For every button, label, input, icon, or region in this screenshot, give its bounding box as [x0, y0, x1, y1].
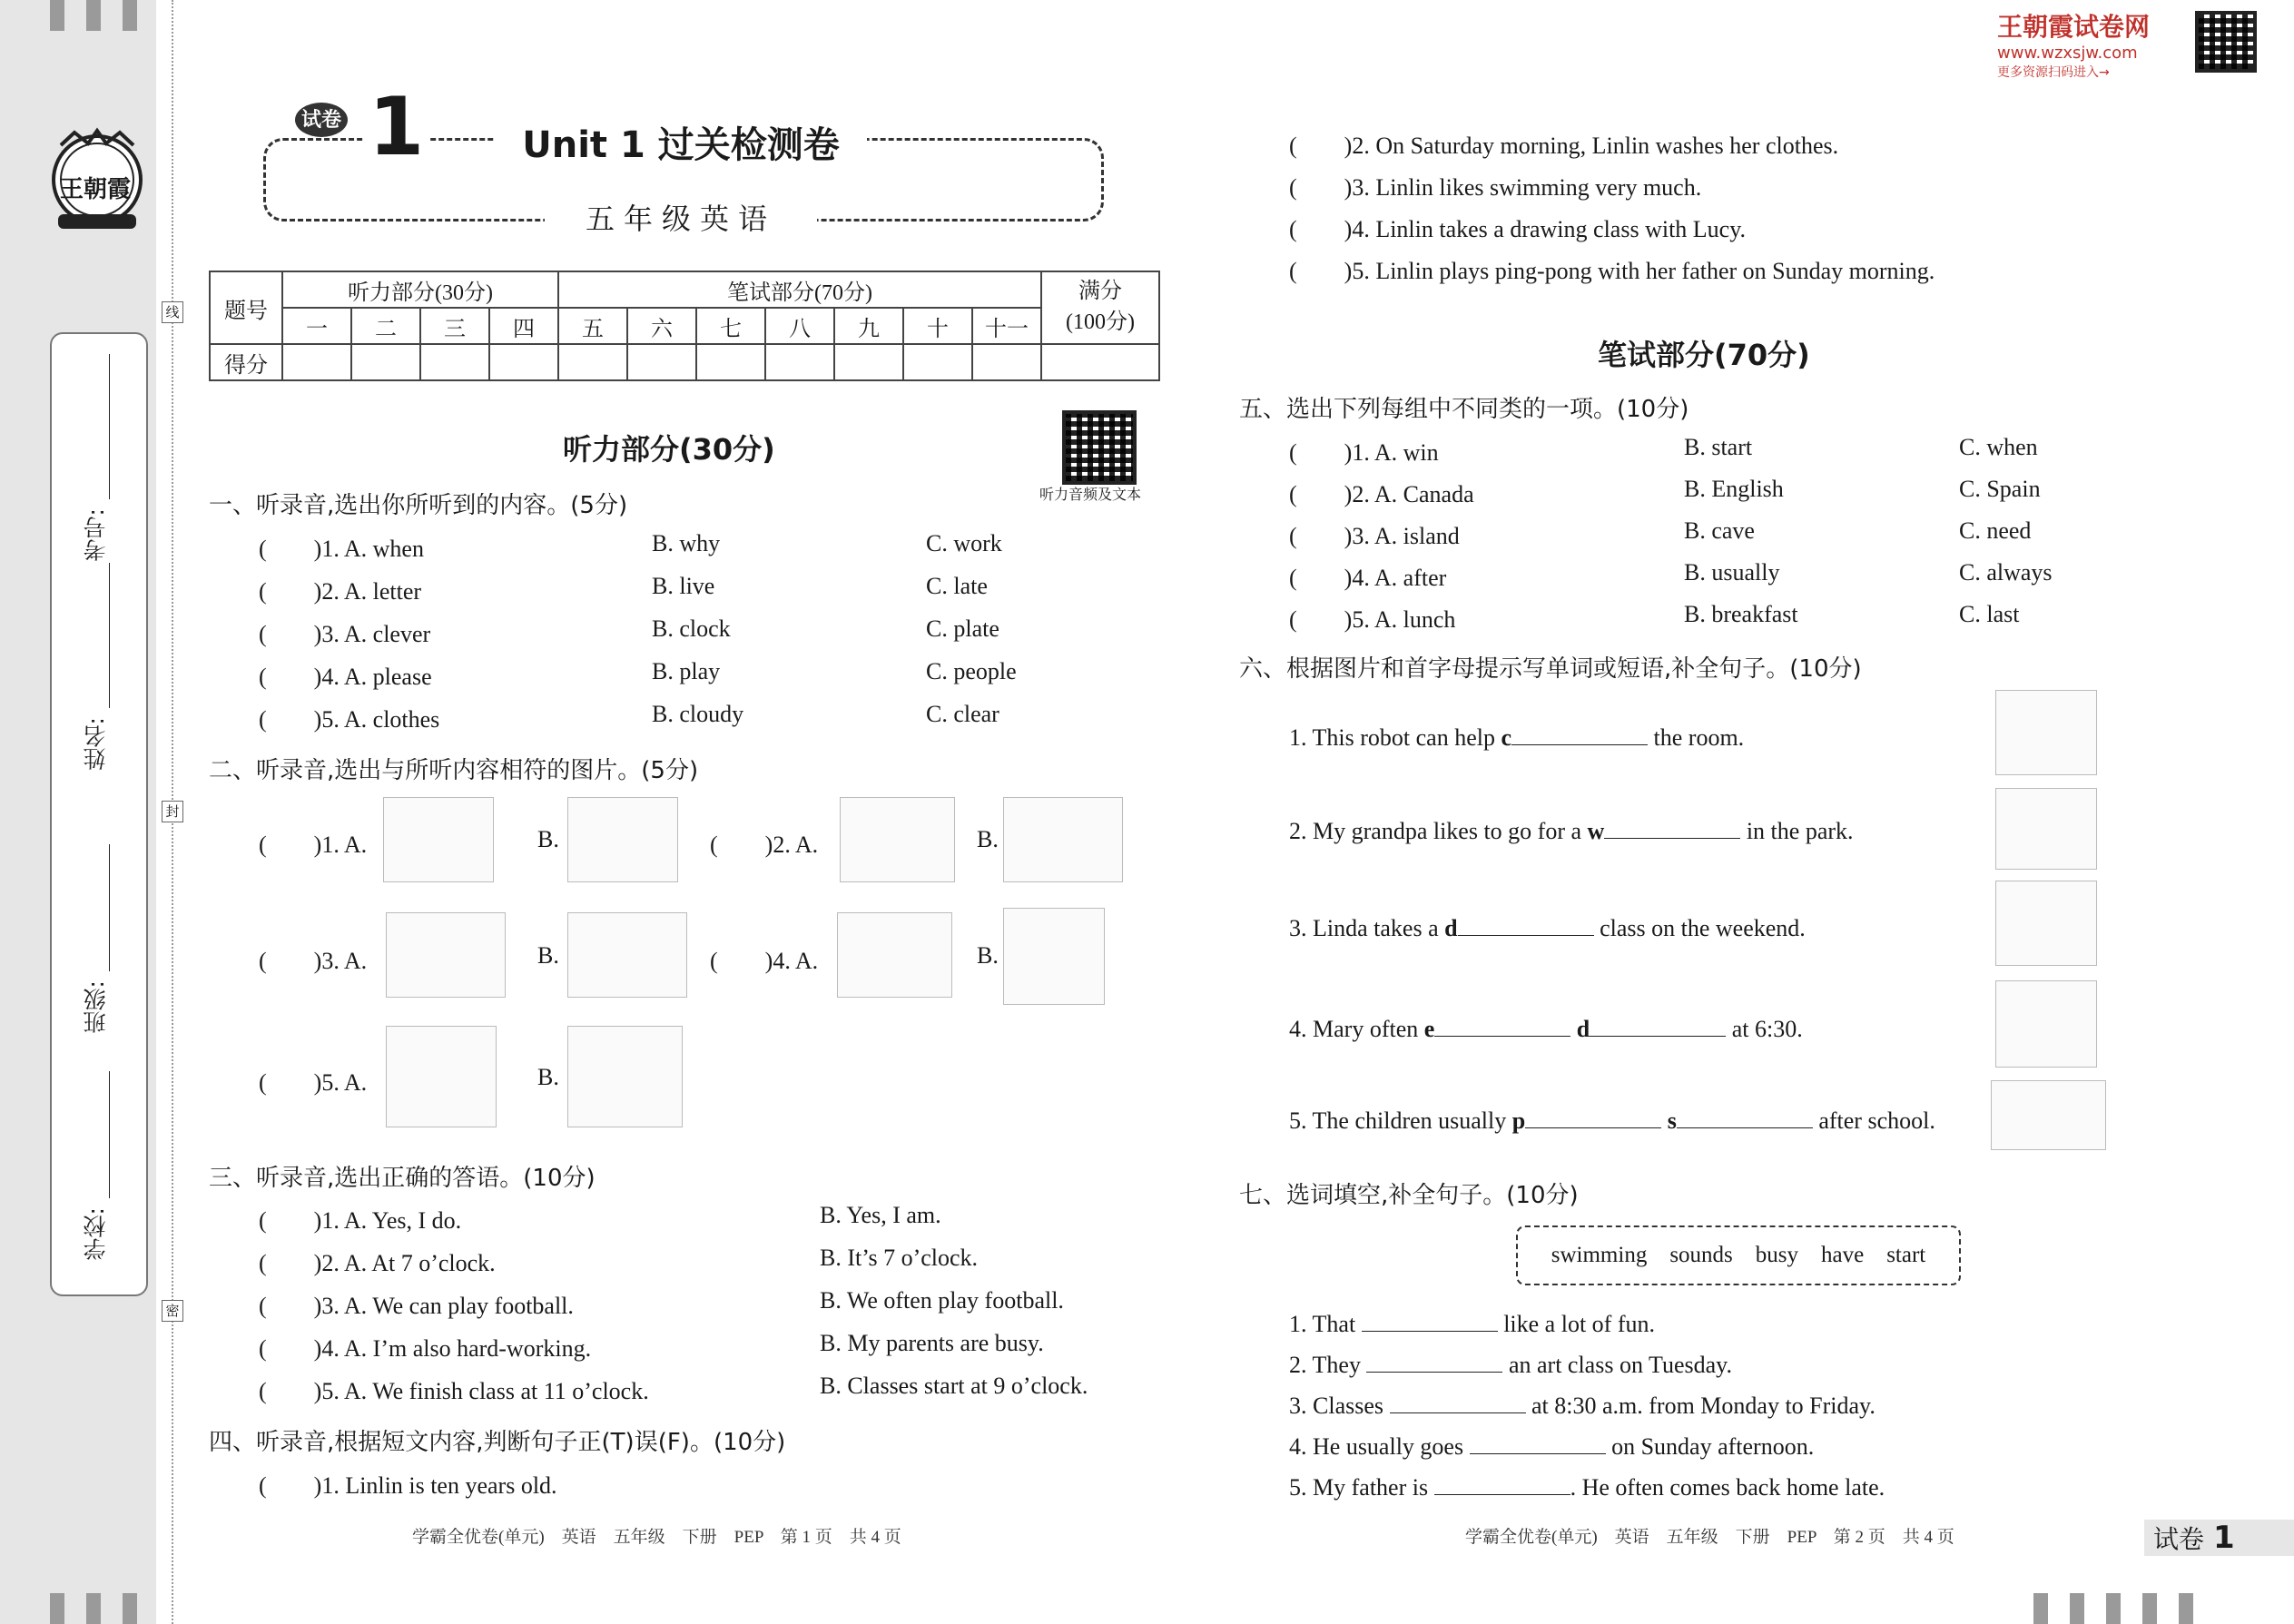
exam-number: 1 — [363, 87, 429, 167]
q7-sentence — [1289, 1389, 1876, 1420]
q1-item-c[interactable]: C. late — [926, 573, 988, 599]
q7-sentence — [1289, 1430, 1814, 1461]
hint-letter: e — [1423, 1016, 1435, 1042]
score-cell[interactable] — [489, 344, 558, 380]
answer-blank[interactable] — [1366, 1348, 1502, 1373]
picture-classroom[interactable] — [386, 912, 506, 998]
score-row-header: 得分 — [210, 344, 282, 380]
registration-mark — [2179, 1593, 2193, 1624]
class-field[interactable] — [109, 844, 110, 971]
page-title: Unit 1 过关检测卷 — [495, 116, 867, 168]
sentence-text: 5. My father is — [1289, 1474, 1434, 1501]
column-number: 五 — [558, 308, 627, 344]
q3-item-b[interactable]: B. My parents are busy. — [820, 1330, 1044, 1356]
q1-item-b[interactable]: B. why — [652, 530, 721, 556]
score-table — [209, 271, 1160, 381]
q7-title: 七、选词填空,补全句子。(10分) — [1239, 1182, 1579, 1209]
q2-item-b-label[interactable]: B. — [977, 826, 999, 852]
column-number: 八 — [765, 308, 834, 344]
writing-heading: 笔试部分(70分) — [1598, 338, 1810, 372]
sentence-text: after school. — [1812, 1107, 1935, 1134]
q4-item[interactable]: ( )5. Linlin plays ping-pong with her father on Sunday morning. — [1289, 258, 1935, 284]
q1-item-b[interactable]: B. play — [652, 658, 721, 684]
q5-item-b[interactable]: B. breakfast — [1684, 601, 1798, 627]
cut-mark: 线 — [162, 301, 183, 323]
total-label: 满分 — [1078, 280, 1122, 304]
q3-item-b[interactable]: B. Yes, I am. — [820, 1202, 941, 1228]
q5-item-c[interactable]: C. always — [1959, 559, 2053, 586]
q1-item-a[interactable]: ( )4. A. please — [259, 664, 432, 690]
column-number: 十一 — [972, 308, 1041, 344]
sentence-text: . He often comes back home late. — [1570, 1474, 1885, 1501]
score-cell[interactable] — [627, 344, 696, 380]
q1-title: 一、听录音,选出你所听到的内容。(5分) — [209, 492, 628, 519]
q6-sentence — [1289, 911, 1806, 942]
answer-blank[interactable] — [1362, 1307, 1498, 1332]
q7-sentence — [1289, 1307, 1655, 1338]
listening-qr-code[interactable] — [1062, 410, 1137, 485]
q3-item-b[interactable]: B. It’s 7 o’clock. — [820, 1245, 979, 1271]
picture-robot — [1995, 690, 2097, 775]
brand-tagline: 更多资源扫码进入→ — [1997, 65, 2110, 80]
q3-item-b[interactable]: B. We often play football. — [820, 1287, 1064, 1314]
sentence-text: at 8:30 a.m. from Monday to Friday. — [1531, 1393, 1876, 1419]
q2-item-a-label[interactable]: ( )5. A. — [259, 1069, 368, 1096]
column-number: 六 — [627, 308, 696, 344]
picture-ping-pong[interactable] — [567, 797, 678, 882]
picture-park-walk — [1995, 788, 2097, 870]
q2-item-b-label[interactable]: B. — [537, 826, 559, 852]
picture-shopping-cart[interactable] — [1003, 908, 1105, 1005]
q1-item-a[interactable]: ( )1. A. when — [259, 536, 424, 562]
q2-item-a-label[interactable]: ( )4. A. — [710, 948, 819, 974]
page-tag-number: 1 — [2213, 1520, 2235, 1556]
score-cell[interactable] — [903, 344, 972, 380]
answer-blank[interactable] — [1590, 1012, 1726, 1037]
answer-blank[interactable] — [1390, 1389, 1526, 1413]
sentence-text: the room. — [1648, 724, 1745, 751]
q5-item-b[interactable]: B. English — [1684, 476, 1784, 502]
q3-item-a[interactable]: ( )5. A. We finish class at 11 o’clock. — [259, 1378, 649, 1404]
registration-mark — [123, 1593, 137, 1624]
cut-mark: 密 — [162, 1300, 183, 1322]
answer-blank[interactable] — [1604, 814, 1740, 839]
hint-letter: d — [1576, 1016, 1590, 1042]
footer-right: 学霸全优卷(单元) 英语 五年级 下册 PEP 第 2 页 共 4 页 — [1465, 1528, 1954, 1547]
q2-item-a-label[interactable]: ( )1. A. — [259, 832, 368, 858]
sentence-text: 1. This robot can help — [1289, 724, 1501, 751]
q5-title: 五、选出下列每组中不同类的一项。(10分) — [1239, 396, 1689, 423]
score-cell[interactable] — [834, 344, 903, 380]
q5-item-b[interactable]: B. cave — [1684, 517, 1755, 544]
registration-mark — [50, 1593, 64, 1624]
sentence-text: 3. Classes — [1289, 1393, 1390, 1419]
q3-item-a[interactable]: ( )2. A. At 7 o’clock. — [259, 1250, 496, 1276]
q6-title: 六、根据图片和首字母提示写单词或短语,补全句子。(10分) — [1239, 655, 1862, 683]
q3-title: 三、听录音,选出正确的答语。(10分) — [209, 1165, 596, 1192]
registration-mark — [2106, 1593, 2121, 1624]
score-cell[interactable] — [282, 344, 351, 380]
q1-item-a[interactable]: ( )2. A. letter — [259, 578, 422, 605]
answer-blank[interactable] — [1470, 1430, 1606, 1454]
sentence-text: 5. The children usually — [1289, 1107, 1512, 1134]
q2-item-a-label[interactable]: ( )2. A. — [710, 832, 819, 858]
word-bank: swimming sounds busy have start — [1516, 1225, 1961, 1285]
picture-dancing — [1995, 881, 2097, 966]
q5-item-c[interactable]: C. Spain — [1959, 476, 2041, 502]
q1-item-b[interactable]: B. clock — [652, 615, 731, 642]
score-cell[interactable] — [1041, 344, 1159, 380]
page-subtitle: 五年级英语 — [545, 196, 817, 238]
brand-qr-code[interactable] — [2195, 11, 2257, 73]
q5-item-a[interactable]: ( )1. A. win — [1289, 439, 1439, 466]
q3-item-a[interactable]: ( )1. A. Yes, I do. — [259, 1207, 462, 1234]
school-field[interactable] — [109, 1071, 110, 1198]
q5-item-b[interactable]: B. usually — [1684, 559, 1780, 586]
picture-students-lineup[interactable] — [567, 912, 687, 998]
hint-letter: w — [1587, 818, 1605, 844]
footer-left: 学霸全优卷(单元) 英语 五年级 下册 PEP 第 1 页 共 4 页 — [412, 1528, 901, 1547]
total-score: (100分) — [1066, 310, 1135, 334]
q5-item-c[interactable]: C. need — [1959, 517, 2032, 544]
registration-mark — [86, 1593, 101, 1624]
score-cell[interactable] — [972, 344, 1041, 380]
column-number: 三 — [420, 308, 489, 344]
answer-blank[interactable] — [1677, 1104, 1813, 1128]
page-tag — [2144, 1520, 2294, 1556]
hint-letter: d — [1444, 915, 1458, 941]
answer-blank[interactable] — [1511, 721, 1648, 745]
sentence-text: 2. They — [1289, 1352, 1367, 1378]
listening-header: 听力部分(30分) — [282, 271, 558, 308]
column-number: 七 — [696, 308, 765, 344]
q3-item-b[interactable]: B. Classes start at 9 o’clock. — [820, 1373, 1088, 1399]
binding-strip — [0, 0, 156, 1624]
q1-item-a[interactable]: ( )5. A. clothes — [259, 706, 440, 733]
hint-letter: p — [1511, 1107, 1526, 1134]
sentence-text: 3. Linda takes a — [1289, 915, 1445, 941]
registration-mark — [50, 0, 64, 31]
school-label: 学校: — [83, 1207, 109, 1261]
q2-item-a-label[interactable]: ( )3. A. — [259, 948, 368, 974]
score-cell[interactable] — [351, 344, 420, 380]
registration-mark — [2142, 1593, 2157, 1624]
exam-no-label: 考号: — [83, 508, 109, 562]
name-label: 姓名: — [83, 717, 109, 771]
registration-mark — [2070, 1593, 2084, 1624]
registration-mark — [2033, 1593, 2048, 1624]
q2-item-b-label[interactable]: B. — [537, 1064, 559, 1090]
answer-blank[interactable] — [1434, 1012, 1570, 1037]
q6-sentence — [1289, 814, 1854, 845]
picture-playing-sports — [1991, 1080, 2106, 1150]
listening-heading: 听力部分(30分) — [563, 432, 775, 467]
logo-text: 王朝霞 — [60, 176, 132, 203]
sentence-text: class on the weekend. — [1593, 915, 1806, 941]
hint-letter: s — [1667, 1107, 1677, 1134]
q1-item-c[interactable]: C. clear — [926, 701, 999, 727]
q1-item-b[interactable]: B. live — [652, 573, 715, 599]
sentence-text: in the park. — [1740, 818, 1854, 844]
picture-outdoor-family[interactable] — [386, 1026, 497, 1127]
q4-item[interactable]: ( )1. Linlin is ten years old. — [259, 1472, 557, 1499]
q4-item[interactable]: ( )4. Linlin takes a drawing class with Lucy. — [1289, 216, 1747, 242]
column-number: 一 — [282, 308, 351, 344]
score-cell[interactable] — [696, 344, 765, 380]
writing-header: 笔试部分(70分) — [558, 271, 1041, 308]
q7-sentence — [1289, 1348, 1732, 1379]
score-cell[interactable] — [420, 344, 489, 380]
sentence-text: at 6:30. — [1726, 1016, 1803, 1042]
q5-item-c[interactable]: C. last — [1959, 601, 2020, 627]
sentence-text: 4. Mary often — [1289, 1016, 1424, 1042]
q5-item-a[interactable]: ( )4. A. after — [1289, 565, 1447, 591]
score-cell[interactable] — [558, 344, 627, 380]
q5-item-a[interactable]: ( )2. A. Canada — [1289, 481, 1474, 507]
registration-mark — [86, 0, 101, 31]
sentence-text: 2. My grandpa likes to go for a — [1289, 818, 1588, 844]
answer-blank[interactable] — [1458, 911, 1594, 936]
q2-item-b-label[interactable]: B. — [537, 942, 559, 969]
answer-blank[interactable] — [1525, 1104, 1661, 1128]
picture-swimming[interactable] — [1003, 797, 1123, 882]
sentence-text: on Sunday afternoon. — [1611, 1433, 1815, 1460]
sentence-text: an art class on Tuesday. — [1508, 1352, 1732, 1378]
q2-item-b-label[interactable]: B. — [977, 942, 999, 969]
hint-letter: c — [1501, 724, 1512, 751]
score-cell[interactable] — [765, 344, 834, 380]
picture-desk-homework[interactable] — [567, 1026, 683, 1127]
picture-kick-ball[interactable] — [383, 797, 494, 882]
q5-item-a[interactable]: ( )5. A. lunch — [1289, 606, 1456, 633]
registration-mark — [123, 0, 137, 31]
cut-mark: 封 — [162, 801, 183, 822]
q4-item[interactable]: ( )3. Linlin likes swimming very much. — [1289, 174, 1702, 201]
brand-block — [1997, 7, 2215, 81]
q6-sentence — [1289, 721, 1744, 752]
q3-item-a[interactable]: ( )4. A. I’m also hard-working. — [259, 1335, 592, 1362]
total-header — [1041, 271, 1159, 344]
q2-title: 二、听录音,选出与所听内容相符的图片。(5分) — [209, 757, 699, 784]
q5-item-a[interactable]: ( )3. A. island — [1289, 523, 1460, 549]
q1-item-c[interactable]: C. plate — [926, 615, 999, 642]
column-number: 九 — [834, 308, 903, 344]
row-header: 题号 — [210, 271, 282, 344]
picture-eating-dinner — [1995, 980, 2097, 1068]
column-number: 四 — [489, 308, 558, 344]
brand-url[interactable]: www.wzxsjw.com — [1997, 44, 2138, 63]
brand-name: 王朝霞试卷网 — [1997, 12, 2151, 42]
sentence-text: 4. He usually goes — [1289, 1433, 1470, 1460]
q6-sentence — [1289, 1012, 1803, 1043]
page-tag-label: 试卷 — [2153, 1524, 2205, 1554]
exam-no-field[interactable] — [109, 354, 110, 499]
picture-ping-pong-table[interactable] — [840, 797, 955, 882]
class-label: 班级: — [83, 980, 109, 1034]
q1-item-c[interactable]: C. people — [926, 658, 1017, 684]
student-info-box — [50, 332, 148, 1296]
q5-item-c[interactable]: C. when — [1959, 434, 2038, 460]
q1-item-c[interactable]: C. work — [926, 530, 1002, 556]
qr-caption: 听力音频及文本 — [1039, 487, 1142, 503]
sentence-text: 1. That — [1289, 1311, 1362, 1337]
q1-item-a[interactable]: ( )3. A. clever — [259, 621, 431, 647]
column-number: 十 — [903, 308, 972, 344]
column-number: 二 — [351, 308, 420, 344]
exam-badge: 试卷 — [295, 103, 348, 137]
q7-sentence — [1289, 1471, 1885, 1501]
picture-bedroom[interactable] — [837, 912, 952, 998]
sentence-text: like a lot of fun. — [1503, 1311, 1655, 1337]
name-field[interactable] — [109, 563, 110, 708]
q6-sentence — [1289, 1104, 1935, 1135]
q5-item-b[interactable]: B. start — [1684, 434, 1753, 460]
q1-item-b[interactable]: B. cloudy — [652, 701, 744, 727]
answer-blank[interactable] — [1434, 1471, 1570, 1495]
q4-title: 四、听录音,根据短文内容,判断句子正(T)误(F)。(10分) — [209, 1429, 786, 1456]
q3-item-a[interactable]: ( )3. A. We can play football. — [259, 1293, 574, 1319]
q4-item[interactable]: ( )2. On Saturday morning, Linlin washes her clothes. — [1289, 133, 1839, 159]
